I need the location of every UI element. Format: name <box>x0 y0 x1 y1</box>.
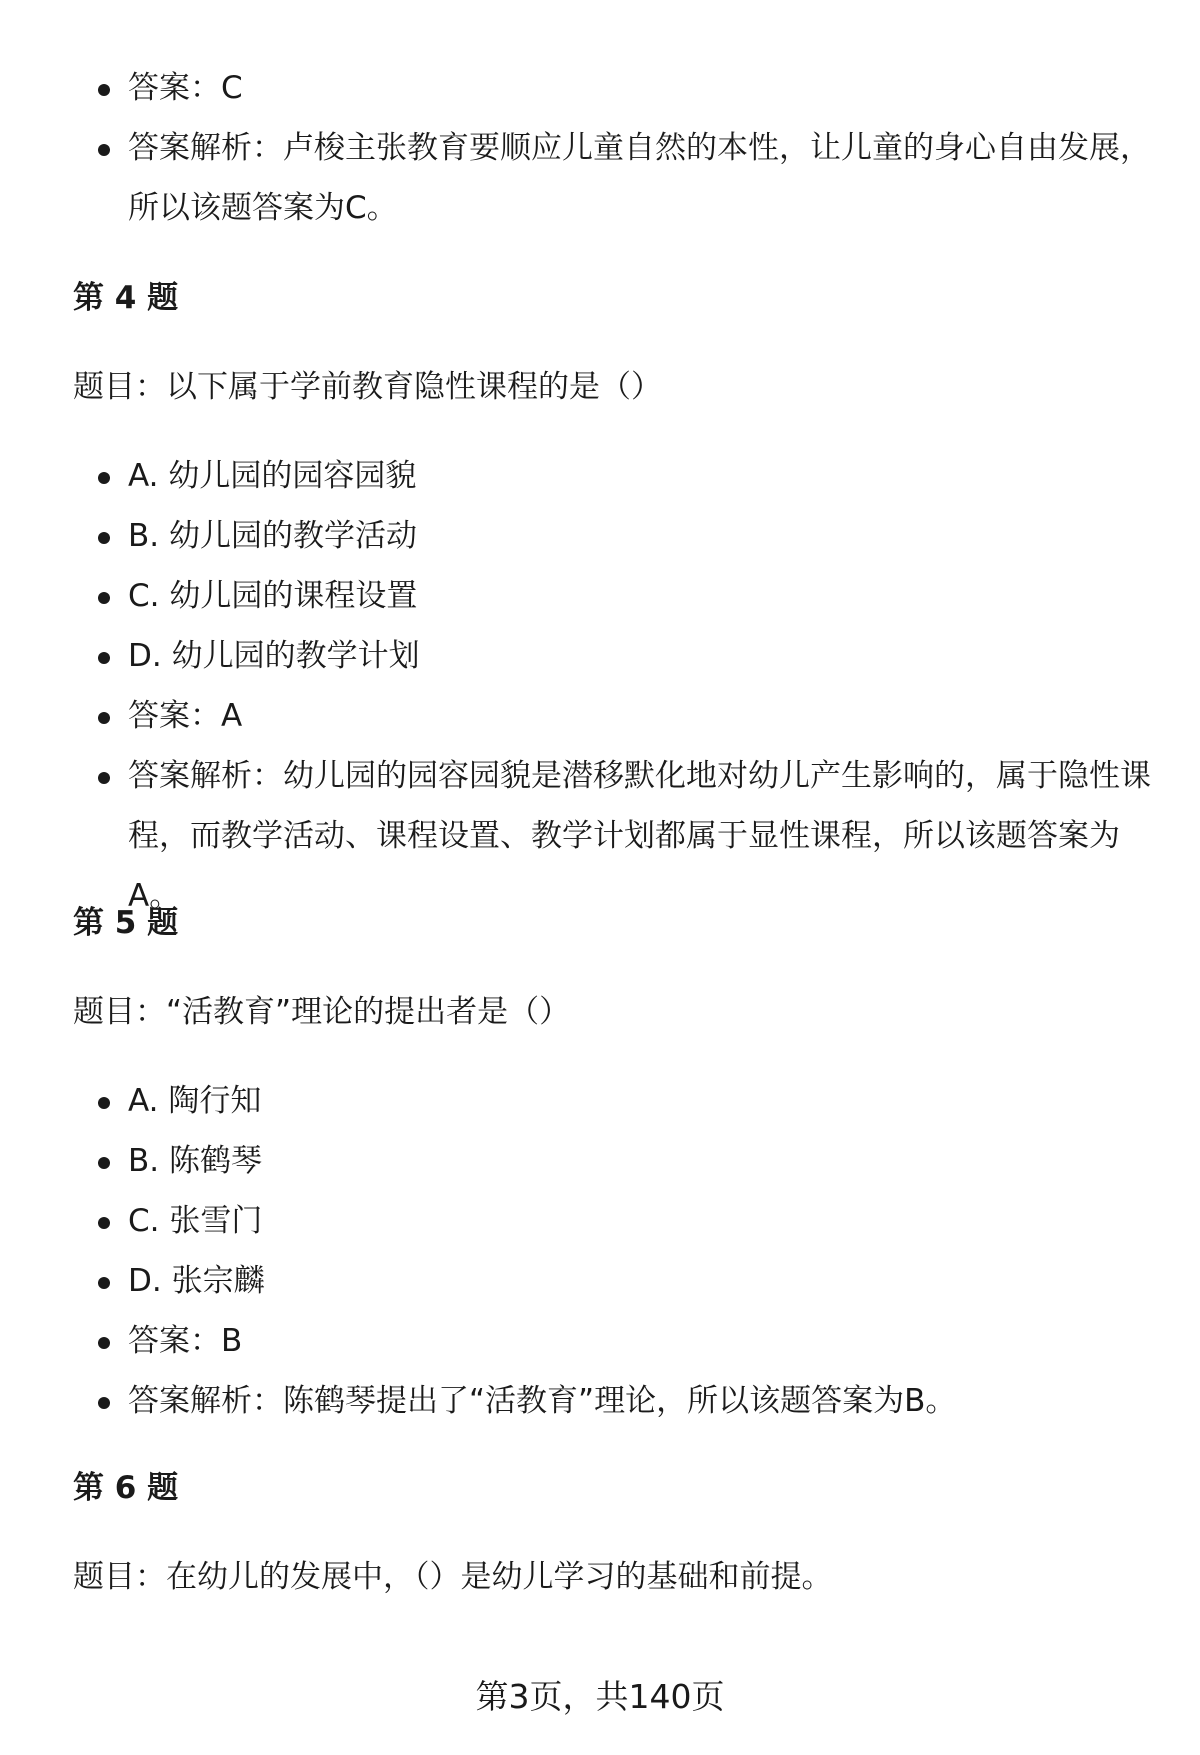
option-item <box>0 446 1200 506</box>
q6-heading: 第 6 题 <box>73 1470 179 1506</box>
option-item <box>0 626 1200 686</box>
q4-option-d: D. 幼儿园的教学计划 <box>128 638 420 674</box>
list-item <box>0 1311 1200 1371</box>
q5-option-b: B. 陈鹤琴 <box>128 1143 262 1179</box>
q4-list <box>0 446 1200 926</box>
q3-list <box>0 58 1200 238</box>
bullet-icon <box>98 772 110 784</box>
q4-stem: 题目：以下属于学前教育隐性课程的是（） <box>73 369 662 405</box>
option-item <box>0 566 1200 626</box>
page-number-footer: 第3页，共140页 <box>475 1677 725 1716</box>
list-item <box>0 1371 1200 1431</box>
bullet-icon <box>98 592 110 604</box>
q4-explanation: 答案解析：幼儿园的园容园貌是潜移默化地对幼儿产生影响的，属于隐性课程，而教学活动、课程设置、教学计划都属于显性课程，所以该题答案为A。 <box>128 758 1151 914</box>
bullet-icon <box>98 84 110 96</box>
q5-heading: 第 5 题 <box>73 905 179 941</box>
bullet-icon <box>98 712 110 724</box>
bullet-icon <box>98 1097 110 1109</box>
q5-option-a: A. 陶行知 <box>128 1083 262 1119</box>
list-item <box>0 58 1200 118</box>
bullet-icon <box>98 1337 110 1349</box>
q6-stem: 题目：在幼儿的发展中，（）是幼儿学习的基础和前提。 <box>73 1559 833 1595</box>
bullet-icon <box>98 472 110 484</box>
q4-option-b: B. 幼儿园的教学活动 <box>128 518 417 554</box>
q3-answer: 答案：C <box>128 70 243 106</box>
q5-option-c: C. 张雪门 <box>128 1203 263 1239</box>
option-item <box>0 1131 1200 1191</box>
q5-list <box>0 1071 1200 1431</box>
bullet-icon <box>98 1277 110 1289</box>
bullet-icon <box>98 652 110 664</box>
option-item <box>0 1191 1200 1251</box>
q5-stem: 题目：“活教育”理论的提出者是（） <box>73 994 571 1030</box>
bullet-icon <box>98 1397 110 1409</box>
q5-answer: 答案：B <box>128 1323 243 1359</box>
list-item <box>0 746 1200 926</box>
q4-heading: 第 4 题 <box>73 280 179 316</box>
q5-explanation: 答案解析：陈鹤琴提出了“活教育”理论，所以该题答案为B。 <box>128 1383 957 1419</box>
option-item <box>0 1251 1200 1311</box>
bullet-icon <box>98 532 110 544</box>
q4-answer: 答案：A <box>128 698 243 734</box>
option-item <box>0 506 1200 566</box>
list-item <box>0 118 1200 238</box>
bullet-icon <box>98 1217 110 1229</box>
q5-option-d: D. 张宗麟 <box>128 1263 265 1299</box>
q4-option-a: A. 幼儿园的园容园貌 <box>128 458 417 494</box>
q4-option-c: C. 幼儿园的课程设置 <box>128 578 418 614</box>
list-item <box>0 686 1200 746</box>
q3-explanation: 答案解析：卢梭主张教育要顺应儿童自然的本性，让儿童的身心自由发展，所以该题答案为C。 <box>128 130 1151 226</box>
option-item <box>0 1071 1200 1131</box>
bullet-icon <box>98 1157 110 1169</box>
bullet-icon <box>98 144 110 156</box>
